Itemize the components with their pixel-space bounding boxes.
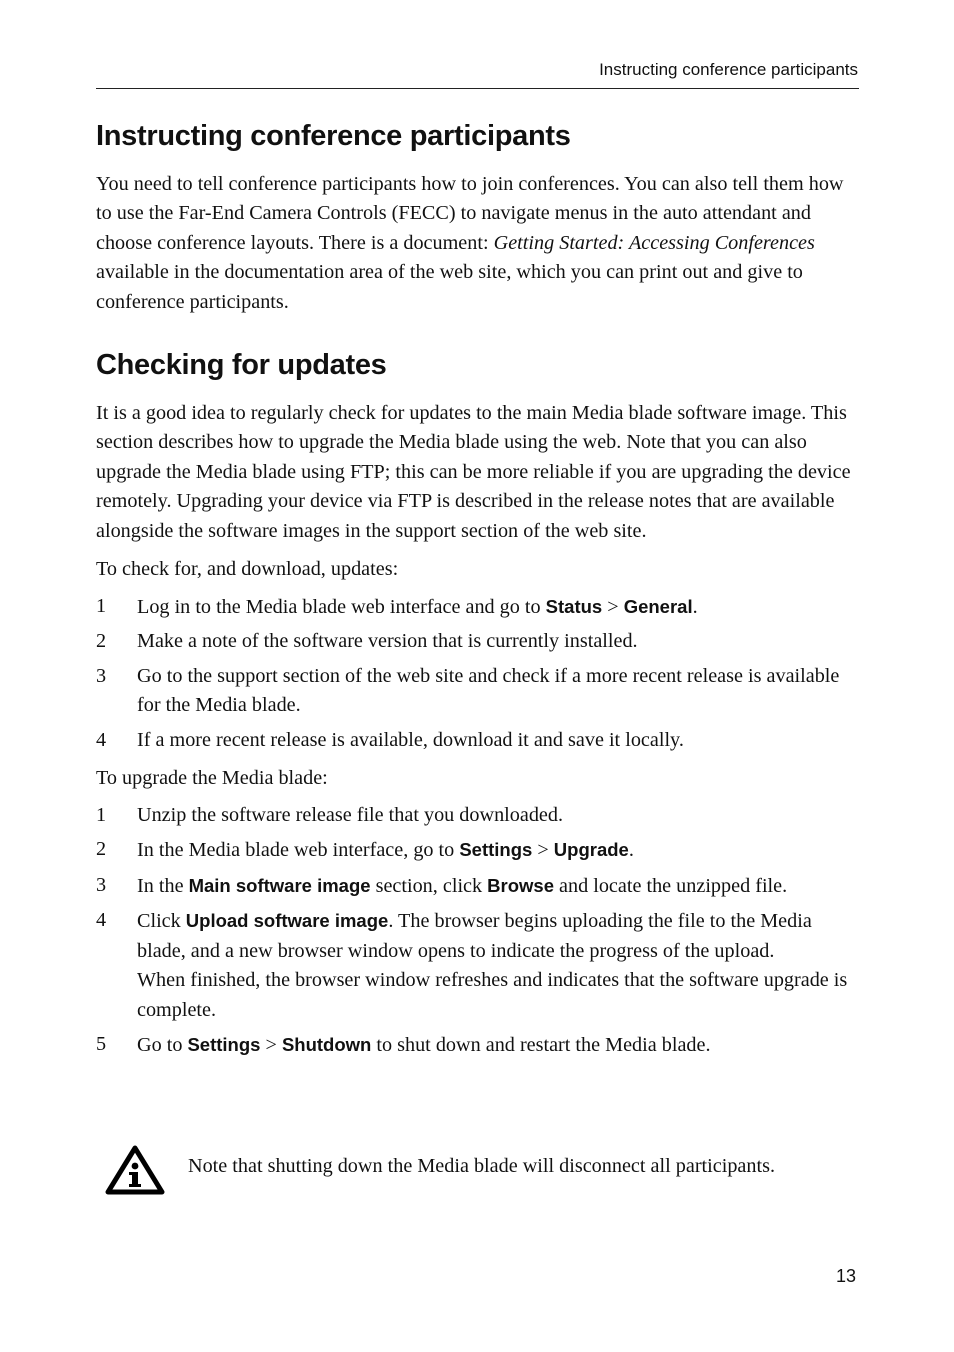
step-number: 5 [96, 1033, 107, 1056]
step-number: 2 [96, 630, 107, 653]
ui-label-upload-software-image: Upload software image [185, 910, 389, 932]
warning-note [104, 1144, 864, 1200]
path-separator: > [602, 595, 624, 618]
list-item [96, 592, 858, 623]
document-title: Getting Started: Accessing Conferences [493, 231, 815, 254]
upgrade-intro: To upgrade the Media blade: [96, 767, 328, 790]
step-number: 2 [96, 838, 107, 861]
step-text: . [628, 839, 634, 862]
page-content [96, 118, 858, 1066]
ui-label-browse: Browse [487, 874, 554, 896]
list-item [96, 627, 858, 657]
check-intro: To check for, and download, updates: [96, 558, 399, 581]
ui-label-status: Status [545, 595, 603, 617]
step-text: In the [137, 874, 189, 897]
warning-info-icon [104, 1144, 166, 1196]
step-number: 4 [96, 728, 107, 751]
list-item [96, 801, 858, 831]
ui-label-upgrade: Upgrade [553, 839, 629, 861]
note-text: Note that shutting down the Media blade will disconnect all participants. [188, 1155, 775, 1177]
path-separator: > [260, 1034, 282, 1057]
body-text: available in the documentation area of the web site, which you can print out and give to conference participants. [96, 261, 803, 313]
section-title-instructing: Instructing conference participants [96, 120, 571, 152]
ui-label-settings: Settings [459, 839, 533, 861]
step-text: Unzip the software release file that you downloaded. [137, 803, 564, 826]
step-text: When finished, the browser window refreshes and indicates that the software upgrade is complete. [137, 969, 848, 1021]
step-text: Go to [137, 1034, 188, 1057]
body-text: You need to tell conference participants how to join conferences. You can also tell them how to use the Far-End Camera Controls (FECC) to navigate menus in the auto attendant and choose conference layouts. There is a document: [96, 172, 844, 254]
step-text: If a more recent release is available, download it and save it locally. [137, 728, 684, 751]
ui-label-general: General [623, 595, 693, 617]
section-body-updates: It is a good idea to regularly check for updates to the main Media blade software image. This section describes how to upgrade the Media blade using the web. Note that you can also upgrade the Media blade using FTP; this can be more reliable if you are upgrading the device remotely. Upgrading your device via FTP is described in the release notes that are available alongside the software images in the support section of the web site. [96, 401, 851, 542]
step-text: and locate the unzipped file. [553, 874, 788, 897]
ui-label-main-software-image: Main software image [188, 874, 371, 896]
check-steps-list [96, 592, 858, 756]
step-number: 4 [96, 909, 107, 932]
list-item [96, 871, 858, 902]
step-text: Make a note of the software version that is currently installed. [137, 630, 638, 653]
step-text: Log in to the Media blade web interface and go to [137, 595, 546, 618]
list-item [96, 835, 858, 866]
step-number: 1 [96, 803, 107, 826]
header-rule [96, 88, 859, 89]
section-title-updates: Checking for updates [96, 349, 387, 382]
step-number: 3 [96, 664, 107, 687]
step-text: Click [137, 910, 186, 933]
step-number: 1 [96, 594, 107, 617]
page-number: 13 [835, 1266, 856, 1286]
list-item [96, 726, 858, 756]
step-text: In the Media blade web interface, go to [137, 839, 460, 862]
ui-label-shutdown: Shutdown [281, 1034, 372, 1056]
step-text: Go to the support section of the web site and check if a more recent release is available for the Media blade. [137, 664, 840, 717]
step-number: 3 [96, 873, 107, 896]
ui-label-settings: Settings [187, 1034, 261, 1056]
path-separator: > [532, 839, 554, 862]
step-text: section, click [370, 874, 488, 897]
running-header: Instructing conference participants [599, 60, 858, 79]
step-text: . [692, 595, 698, 618]
step-text: . The browser begins uploading the file to the Media blade, and a new browser window opens to indicate the progress of the upload. [137, 910, 812, 962]
step-text: to shut down and restart the Media blade. [371, 1034, 711, 1057]
list-item [96, 662, 858, 721]
list-item [96, 1030, 858, 1061]
list-item [96, 906, 858, 1025]
section-body-instructing [96, 170, 858, 318]
upgrade-steps-list [96, 801, 858, 1061]
